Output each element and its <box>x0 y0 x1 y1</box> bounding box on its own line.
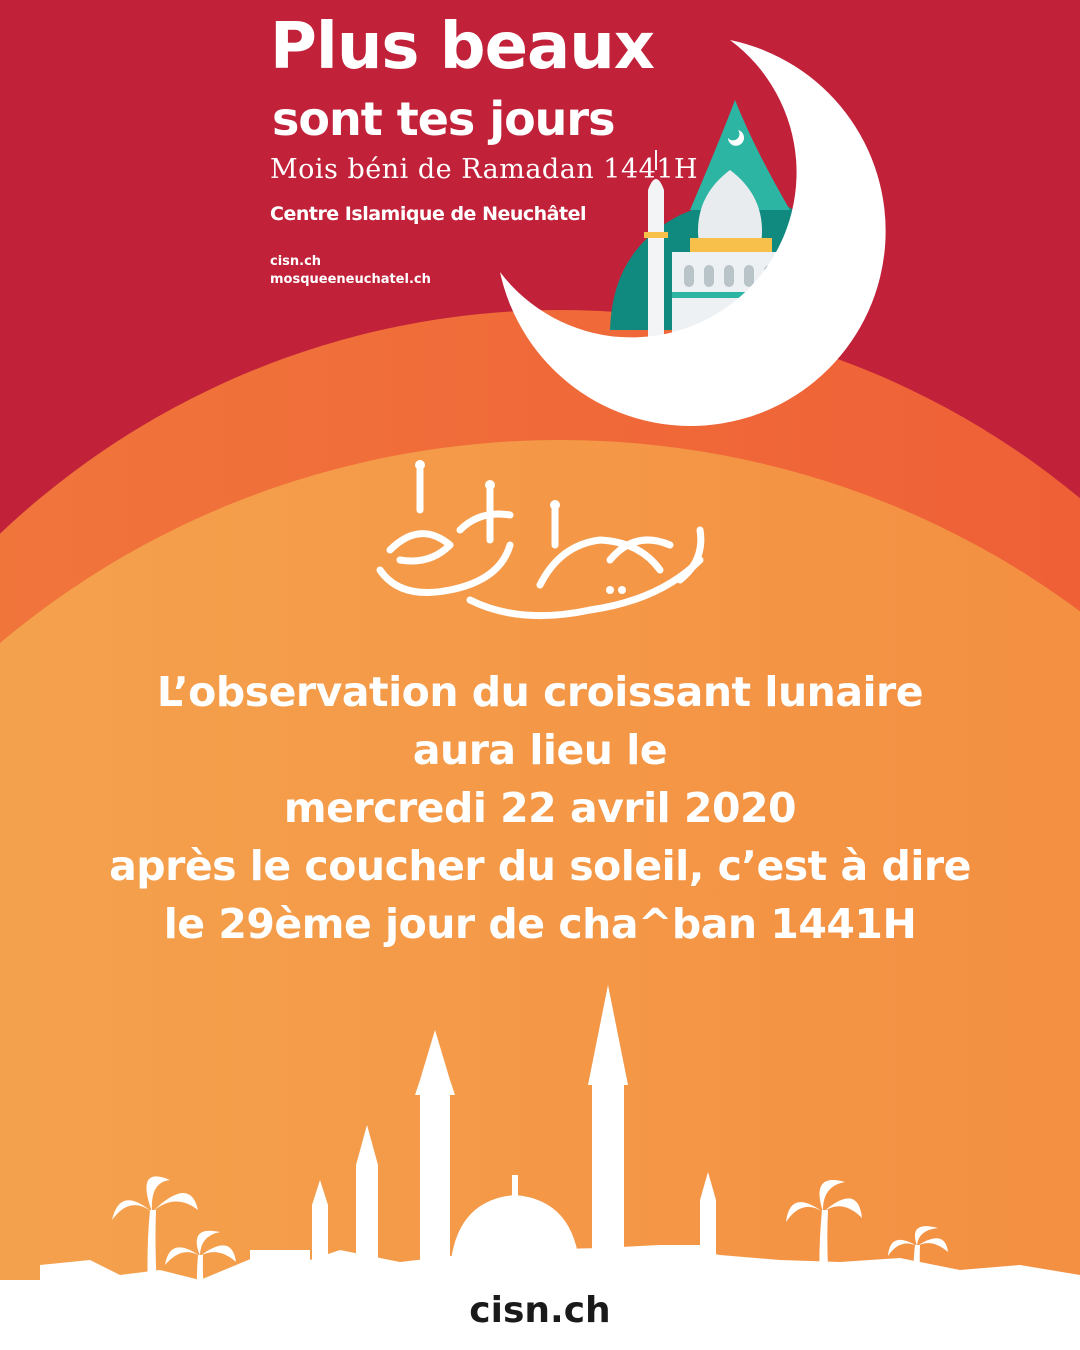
headline-line-1: Plus beaux <box>270 10 655 84</box>
announcement-line-5: le 29ème jour de cha^ban 1441H <box>163 900 917 948</box>
organization-name: Centre Islamique de Neuchâtel <box>270 203 586 225</box>
website-link-2[interactable]: mosqueeneuchatel.ch <box>270 272 431 287</box>
announcement-line-2: aura lieu le <box>412 726 668 774</box>
announcement-line-4: après le coucher du soleil, c’est à dire <box>109 842 971 890</box>
footer-website[interactable]: cisn.ch <box>469 1290 611 1331</box>
subtitle: Mois béni de Ramadan 1441H <box>270 154 699 185</box>
announcement-line-3: mercredi 22 avril 2020 <box>283 784 797 832</box>
ramadan-kareem-calligraphy <box>360 450 720 640</box>
announcement-text <box>40 663 1040 953</box>
announcement-line-1: L’observation du croissant lunaire <box>156 668 924 716</box>
website-link-1[interactable]: cisn.ch <box>270 254 322 269</box>
headline-line-2: sont tes jours <box>272 92 615 146</box>
